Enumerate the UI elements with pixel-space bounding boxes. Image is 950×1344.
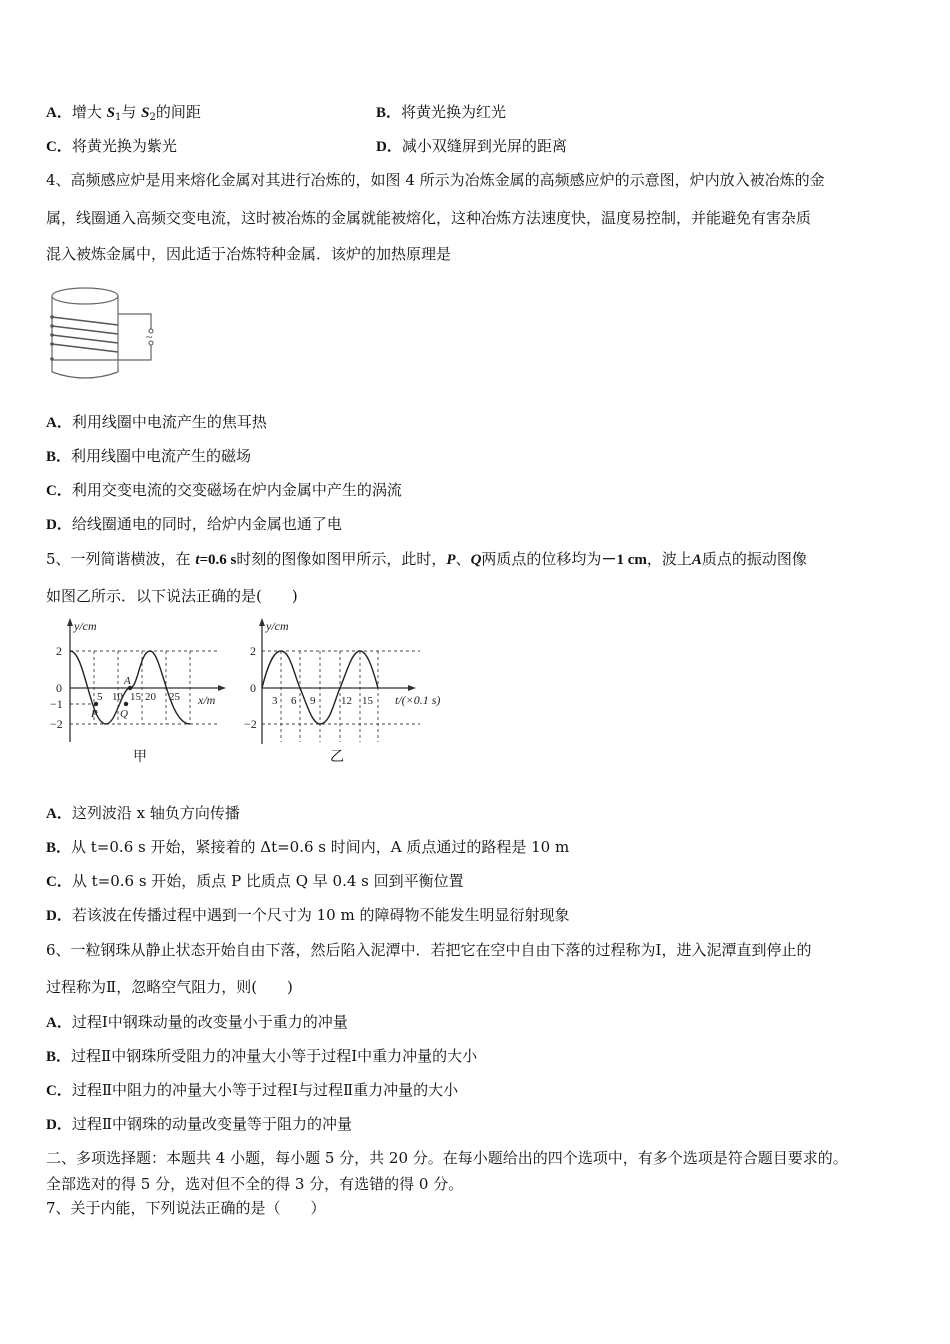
q4-option-c: C．利用交变电流的交变磁场在炉内金属中产生的涡流 — [46, 481, 402, 499]
svg-text:−2: −2 — [50, 717, 63, 731]
q7-stem: 7、关于内能，下列说法正确的是（ ） — [46, 1199, 326, 1217]
section2-heading-line1: 二、多项选择题：本题共 4 小题，每小题 5 分，共 20 分。在每小题给出的四个选项中，有多个选项是符合题目要求的。 — [46, 1149, 848, 1167]
q4-stem-line3: 混入被炼金属中，因此适于冶炼特种金属．该炉的加热原理是 — [46, 245, 452, 263]
svg-text:0: 0 — [250, 681, 256, 695]
svg-text:15: 15 — [362, 695, 373, 707]
q5-option-a: A．这列波沿 x 轴负方向传播 — [46, 804, 240, 822]
svg-text:t/(×0.1 s): t/(×0.1 s) — [395, 693, 441, 707]
svg-text:Q: Q — [120, 708, 128, 720]
q4-stem-line2: 属，线圈通入高频交变电流，这时被冶炼的金属就能被熔化，这种冶炼方法速度快，温度易控制，并能避免有害杂质 — [46, 209, 812, 227]
q4-option-d: D．给线圈通电的同时，给炉内金属也通了电 — [46, 515, 342, 533]
q5-stem-line2: 如图乙所示．以下说法正确的是( ) — [46, 587, 298, 605]
q5-stem-line1: 5、一列简谐横波，在 t=0.6 s时刻的图像如图甲所示，此时，P、Q两质点的位移均为－1 cm，波上A质点的振动图像 — [46, 550, 807, 568]
q3-option-d: D．减小双缝屏到光屏的距离 — [376, 137, 567, 155]
q6-option-c: C．过程Ⅱ中阻力的冲量大小等于过程Ⅰ与过程Ⅱ重力冲量的大小 — [46, 1081, 459, 1099]
svg-text:12: 12 — [341, 695, 352, 707]
q3-option-b: B．将黄光换为红光 — [376, 103, 507, 121]
figure-caption-jia: 甲 — [133, 749, 147, 765]
q6-stem-line2: 过程称为Ⅱ，忽略空气阻力，则( ) — [46, 978, 293, 996]
q3-option-c: C．将黄光换为紫光 — [46, 137, 177, 155]
vibration-graph-yi — [240, 614, 470, 764]
q6-stem-line1: 6、一粒钢珠从静止状态开始自由下落，然后陷入泥潭中．若把它在空中自由下落的过程称为Ⅰ，进入泥潭直到停止的 — [46, 941, 812, 959]
svg-text:25: 25 — [169, 691, 180, 703]
q6-option-b: B．过程Ⅱ中钢珠所受阻力的冲量大小等于过程Ⅰ中重力冲量的大小 — [46, 1047, 478, 1065]
figure-caption-yi: 乙 — [330, 749, 344, 765]
q5-option-c: C．从 t=0.6 s 开始，质点 P 比质点 Q 早 0.4 s 回到平衡位置 — [46, 872, 464, 890]
svg-text:20: 20 — [145, 691, 156, 703]
ac-source-symbol: ~ — [146, 330, 153, 344]
svg-text:A: A — [124, 675, 131, 687]
svg-text:3: 3 — [272, 695, 278, 707]
svg-text:9: 9 — [310, 695, 316, 707]
svg-text:15: 15 — [130, 691, 141, 703]
q3-option-a: A．增大 $S_1$与 $S_2$的间距 — [46, 103, 201, 123]
q6-option-a: A．过程Ⅰ中钢珠动量的改变量小于重力的冲量 — [46, 1013, 348, 1031]
svg-text:5: 5 — [97, 691, 103, 703]
section2-heading-line2: 全部选对的得 5 分，选对但不全的得 3 分，有选错的得 0 分。 — [46, 1175, 464, 1193]
svg-text:y/cm: y/cm — [266, 619, 289, 633]
wave-graph-jia — [40, 614, 240, 764]
svg-text:10: 10 — [112, 691, 123, 703]
svg-text:x/m: x/m — [198, 693, 216, 707]
q4-option-a: A．利用线圈中电流产生的焦耳热 — [46, 413, 267, 431]
svg-text:6: 6 — [291, 695, 297, 707]
q5-option-d: D．若该波在传播过程中遇到一个尺寸为 10 m 的障碍物不能发生明显衍射现象 — [46, 906, 570, 924]
q4-stem-line1: 4、高频感应炉是用来熔化金属对其进行冶炼的，如图 4 所示为冶炼金属的高频感应炉的示意图，炉内放入被冶炼的金 — [46, 171, 825, 189]
svg-text:P: P — [91, 708, 98, 720]
svg-text:y/cm: y/cm — [74, 619, 97, 633]
svg-text:2: 2 — [250, 644, 256, 658]
svg-text:0: 0 — [56, 681, 62, 695]
q5-option-b: B．从 t=0.6 s 开始，紧接着的 Δt=0.6 s 时间内，A 质点通过的路程是 10 m — [46, 838, 570, 856]
q6-option-d: D．过程Ⅱ中钢珠的动量改变量等于阻力的冲量 — [46, 1115, 353, 1133]
induction-furnace-diagram — [40, 284, 170, 384]
svg-text:−2: −2 — [244, 717, 257, 731]
svg-text:−1: −1 — [50, 697, 63, 711]
svg-text:2: 2 — [56, 644, 62, 658]
q4-option-b: B．利用线圈中电流产生的磁场 — [46, 447, 252, 465]
